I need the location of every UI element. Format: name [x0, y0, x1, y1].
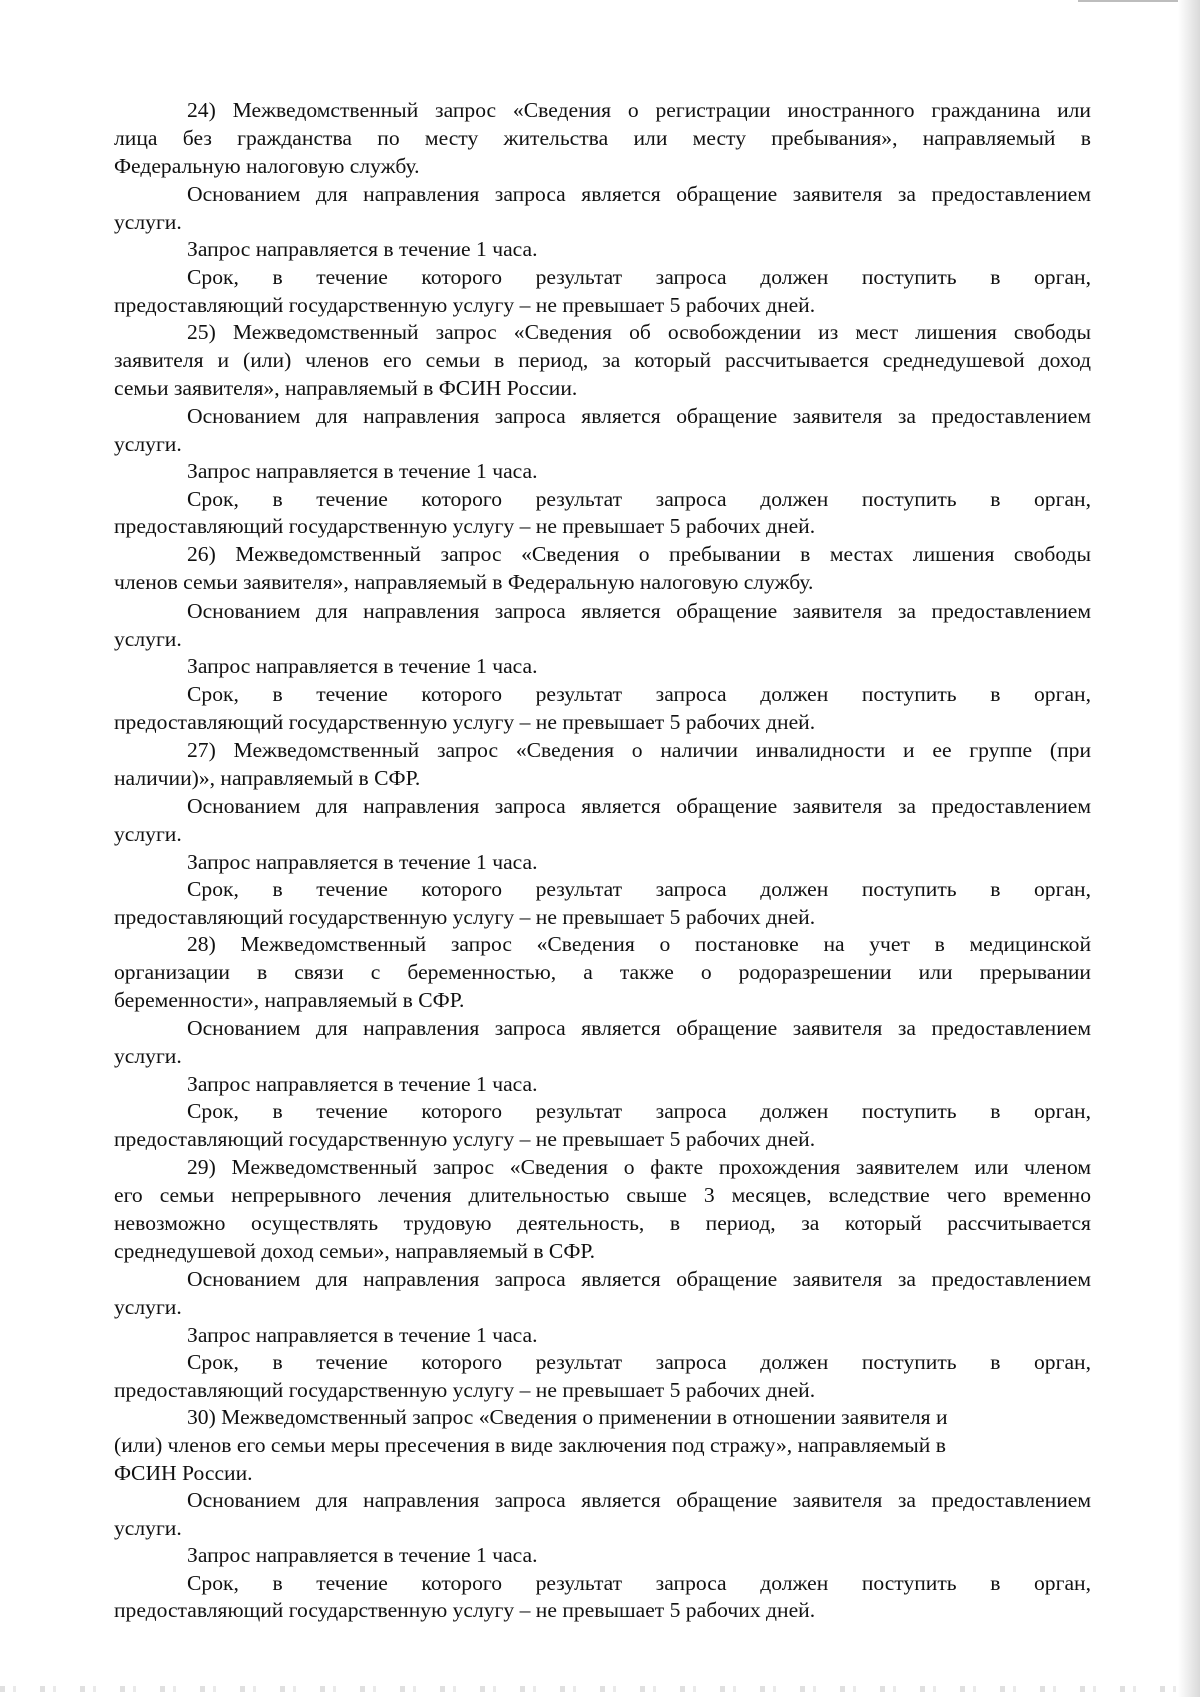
text-line: его семьи непрерывного лечения длительностью свыше 3 месяцев, вследствие чего временно	[114, 1183, 1091, 1207]
text-line: заявителя и (или) членов его семьи в период, за который рассчитывается среднедушевой доход	[114, 348, 1091, 372]
text-line: Основанием для направления запроса является обращение заявителя за предоставлением	[187, 404, 1091, 428]
text-line: 25) Межведомственный запрос «Сведения об освобождении из мест лишения свободы	[187, 320, 1091, 344]
text-line: Запрос направляется в течение 1 часа.	[187, 1323, 538, 1347]
text-line: предоставляющий государственную услугу – не превышает 5 рабочих дней.	[114, 710, 816, 734]
text-line: невозможно осуществлять трудовую деятельность, в период, за который рассчитывается	[114, 1211, 1091, 1235]
text-line: Основанием для направления запроса является обращение заявителя за предоставлением	[187, 1016, 1091, 1040]
text-line: 24) Межведомственный запрос «Сведения о регистрации иностранного гражданина или	[187, 98, 1091, 122]
scan-shadow	[1178, 0, 1200, 1697]
scan-noise	[0, 1686, 1200, 1692]
text-line: 27) Межведомственный запрос «Сведения о наличии инвалидности и ее группе (при	[187, 738, 1091, 762]
text-line: Основанием для направления запроса является обращение заявителя за предоставлением	[187, 599, 1091, 623]
text-line: предоставляющий государственную услугу – не превышает 5 рабочих дней.	[114, 293, 816, 317]
text-line: Срок, в течение которого результат запроса должен поступить в орган,	[187, 265, 1091, 289]
text-line: 26) Межведомственный запрос «Сведения о пребывании в местах лишения свободы	[187, 542, 1091, 566]
text-line: Срок, в течение которого результат запроса должен поступить в орган,	[187, 1099, 1091, 1123]
text-line: Срок, в течение которого результат запроса должен поступить в орган,	[187, 682, 1091, 706]
text-line: Основанием для направления запроса является обращение заявителя за предоставлением	[187, 794, 1091, 818]
text-line: предоставляющий государственную услугу – не превышает 5 рабочих дней.	[114, 1598, 816, 1622]
text-line: 29) Межведомственный запрос «Сведения о факте прохождения заявителем или членом	[187, 1155, 1091, 1179]
text-line: услуги.	[114, 210, 182, 234]
text-line: Запрос направляется в течение 1 часа.	[187, 850, 538, 874]
text-line: Основанием для направления запроса является обращение заявителя за предоставлением	[187, 1267, 1091, 1291]
text-line: наличии)», направляемый в СФР.	[114, 766, 421, 790]
text-line: Федеральную налоговую службу.	[114, 154, 420, 178]
text-line: (или) членов его семьи меры пресечения в виде заключения под стражу», направляемый в	[114, 1433, 946, 1457]
text-line: услуги.	[114, 1295, 182, 1319]
text-line: организации в связи с беременностью, а также о родоразрешении или прерывании	[114, 960, 1091, 984]
text-line: услуги.	[114, 1516, 182, 1540]
text-line: Запрос направляется в течение 1 часа.	[187, 459, 538, 483]
text-line: ФСИН России.	[114, 1461, 253, 1485]
text-line: услуги.	[114, 822, 182, 846]
text-line: услуги.	[114, 432, 182, 456]
text-line: Запрос направляется в течение 1 часа.	[187, 1543, 538, 1567]
text-line: предоставляющий государственную услугу – не превышает 5 рабочих дней.	[114, 1127, 816, 1151]
text-line: услуги.	[114, 627, 182, 651]
text-line: Запрос направляется в течение 1 часа.	[187, 1072, 538, 1096]
text-line: Срок, в течение которого результат запроса должен поступить в орган,	[187, 1350, 1091, 1374]
text-line: среднедушевой доход семьи», направляемый в СФР.	[114, 1239, 596, 1263]
text-line: Основанием для направления запроса является обращение заявителя за предоставлением	[187, 182, 1091, 206]
text-line: лица без гражданства по месту жительства или месту пребывания», направляемый в	[114, 126, 1091, 150]
text-line: услуги.	[114, 1044, 182, 1068]
text-line: беременности», направляемый в СФР.	[114, 988, 465, 1012]
text-line: 30) Межведомственный запрос «Сведения о применении в отношении заявителя и	[187, 1405, 948, 1429]
text-line: Основанием для направления запроса является обращение заявителя за предоставлением	[187, 1488, 1091, 1512]
text-line: членов семьи заявителя», направляемый в Федеральную налоговую службу.	[114, 570, 814, 594]
text-line: предоставляющий государственную услугу – не превышает 5 рабочих дней.	[114, 514, 816, 538]
text-line: Срок, в течение которого результат запроса должен поступить в орган,	[187, 1571, 1091, 1595]
text-line: Срок, в течение которого результат запроса должен поступить в орган,	[187, 487, 1091, 511]
text-line: Срок, в течение которого результат запроса должен поступить в орган,	[187, 877, 1091, 901]
text-line: 28) Межведомственный запрос «Сведения о постановке на учет в медицинской	[187, 932, 1091, 956]
text-line: предоставляющий государственную услугу – не превышает 5 рабочих дней.	[114, 1378, 816, 1402]
text-line: семьи заявителя», направляемый в ФСИН России.	[114, 376, 578, 400]
text-line: Запрос направляется в течение 1 часа.	[187, 654, 538, 678]
text-line: Запрос направляется в течение 1 часа.	[187, 237, 538, 261]
text-line: предоставляющий государственную услугу – не превышает 5 рабочих дней.	[114, 905, 816, 929]
scan-edge-mark	[1078, 0, 1178, 2]
